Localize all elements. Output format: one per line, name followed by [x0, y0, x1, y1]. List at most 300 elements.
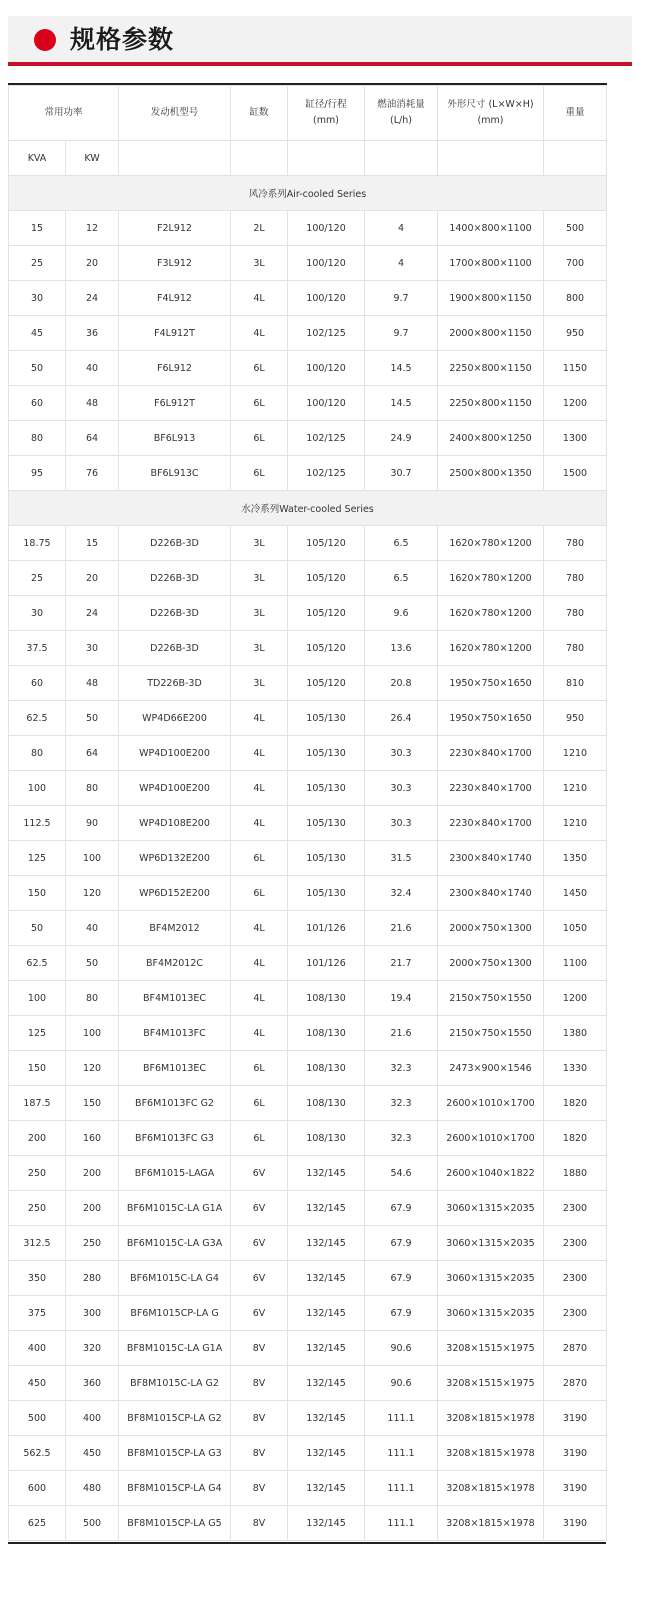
cell-bore-stroke: 100/120 — [288, 246, 365, 281]
table-row — [9, 1331, 607, 1366]
header-weight: 重量 — [544, 86, 607, 141]
cell-weight: 780 — [544, 596, 607, 631]
table-row — [9, 421, 607, 456]
cell-weight: 780 — [544, 631, 607, 666]
cell-weight: 2300 — [544, 1296, 607, 1331]
table-row — [9, 1366, 607, 1401]
cell-weight: 1500 — [544, 456, 607, 491]
cell-dimensions: 1900×800×1150 — [438, 281, 544, 316]
cell-kw: 450 — [66, 1436, 119, 1471]
cell-engine: F4L912 — [119, 281, 231, 316]
cell-fuel: 9.7 — [365, 316, 438, 351]
header-bore-stroke: 缸径/行程 (mm) — [288, 86, 365, 141]
cell-fuel: 30.3 — [365, 736, 438, 771]
cell-engine: WP4D100E200 — [119, 771, 231, 806]
cell-cylinders: 6L — [231, 421, 288, 456]
cell-fuel: 111.1 — [365, 1471, 438, 1506]
cell-kw: 160 — [66, 1121, 119, 1156]
cell-bore-stroke: 108/130 — [288, 981, 365, 1016]
table-row — [9, 386, 607, 421]
cell-cylinders: 4L — [231, 911, 288, 946]
cell-dimensions: 2600×1010×1700 — [438, 1086, 544, 1121]
cell-dimensions: 2230×840×1700 — [438, 771, 544, 806]
cell-kw: 80 — [66, 771, 119, 806]
cell-bore-stroke: 132/145 — [288, 1261, 365, 1296]
cell-weight: 3190 — [544, 1436, 607, 1471]
cell-kw: 200 — [66, 1191, 119, 1226]
section-label: 水冷系列Water-cooled Series — [9, 491, 607, 526]
header-row — [9, 86, 607, 141]
cell-cylinders: 6L — [231, 841, 288, 876]
cell-bore-stroke: 105/130 — [288, 771, 365, 806]
cell-weight: 2870 — [544, 1331, 607, 1366]
cell-dimensions: 3060×1315×2035 — [438, 1191, 544, 1226]
cell-kw: 48 — [66, 666, 119, 701]
table-row — [9, 1156, 607, 1191]
cell-kw: 30 — [66, 631, 119, 666]
table-row — [9, 1226, 607, 1261]
cell-kva: 80 — [9, 736, 66, 771]
cell-cylinders: 6L — [231, 456, 288, 491]
cell-kva: 112.5 — [9, 806, 66, 841]
cell-kw: 20 — [66, 246, 119, 281]
table-row — [9, 316, 607, 351]
cell-dimensions: 3208×1815×1978 — [438, 1506, 544, 1541]
cell-dimensions: 1620×780×1200 — [438, 596, 544, 631]
cell-kw: 64 — [66, 736, 119, 771]
cell-cylinders: 8V — [231, 1436, 288, 1471]
table-row — [9, 666, 607, 701]
cell-bore-stroke: 102/125 — [288, 316, 365, 351]
cell-weight: 1210 — [544, 736, 607, 771]
cell-engine: F6L912T — [119, 386, 231, 421]
cell-dimensions: 1620×780×1200 — [438, 631, 544, 666]
cell-dimensions: 2230×840×1700 — [438, 806, 544, 841]
table-row — [9, 281, 607, 316]
cell-kva: 25 — [9, 246, 66, 281]
cell-fuel: 21.6 — [365, 1016, 438, 1051]
cell-engine: D226B-3D — [119, 631, 231, 666]
cell-dimensions: 2000×750×1300 — [438, 911, 544, 946]
cell-weight: 1350 — [544, 841, 607, 876]
cell-weight: 1380 — [544, 1016, 607, 1051]
cell-kw: 360 — [66, 1366, 119, 1401]
cell-fuel: 24.9 — [365, 421, 438, 456]
cell-weight: 500 — [544, 211, 607, 246]
cell-engine: BF8M1015C-LA G1A — [119, 1331, 231, 1366]
cell-fuel: 19.4 — [365, 981, 438, 1016]
cell-fuel: 67.9 — [365, 1261, 438, 1296]
cell-fuel: 4 — [365, 211, 438, 246]
cell-kva: 625 — [9, 1506, 66, 1541]
section-label: 风冷系列Air-cooled Series — [9, 176, 607, 211]
header-dimensions: 外形尺寸 (L×W×H) (mm) — [438, 86, 544, 141]
cell-cylinders: 3L — [231, 596, 288, 631]
cell-dimensions: 2600×1040×1822 — [438, 1156, 544, 1191]
cell-engine: BF6M1015C-LA G4 — [119, 1261, 231, 1296]
cell-engine: BF6M1015C-LA G1A — [119, 1191, 231, 1226]
cell-fuel: 32.3 — [365, 1121, 438, 1156]
header-engine: 发动机型号 — [119, 86, 231, 141]
cell-weight: 2300 — [544, 1191, 607, 1226]
cell-engine: BF4M2012C — [119, 946, 231, 981]
table-row — [9, 1506, 607, 1541]
cell-fuel: 111.1 — [365, 1436, 438, 1471]
cell-weight: 2870 — [544, 1366, 607, 1401]
cell-bore-stroke: 132/145 — [288, 1506, 365, 1541]
cell-kw: 400 — [66, 1401, 119, 1436]
cell-kw: 24 — [66, 281, 119, 316]
cell-engine: BF6M1015-LAGA — [119, 1156, 231, 1191]
cell-weight: 1880 — [544, 1156, 607, 1191]
cell-kw: 120 — [66, 1051, 119, 1086]
cell-bore-stroke: 132/145 — [288, 1226, 365, 1261]
table-row — [9, 806, 607, 841]
cell-kw: 250 — [66, 1226, 119, 1261]
cell-engine: BF6L913C — [119, 456, 231, 491]
cell-fuel: 32.3 — [365, 1051, 438, 1086]
cell-kva: 100 — [9, 771, 66, 806]
cell-cylinders: 3L — [231, 666, 288, 701]
cell-cylinders: 3L — [231, 631, 288, 666]
cell-fuel: 111.1 — [365, 1506, 438, 1541]
cell-bore-stroke: 132/145 — [288, 1366, 365, 1401]
cell-cylinders: 6L — [231, 351, 288, 386]
cell-cylinders: 6V — [231, 1226, 288, 1261]
cell-kw: 20 — [66, 561, 119, 596]
cell-cylinders: 2L — [231, 211, 288, 246]
cell-engine: BF6M1015C-LA G3A — [119, 1226, 231, 1261]
cell-bore-stroke: 105/130 — [288, 841, 365, 876]
cell-engine: BF8M1015CP-LA G4 — [119, 1471, 231, 1506]
cell-dimensions: 2150×750×1550 — [438, 981, 544, 1016]
cell-engine: F2L912 — [119, 211, 231, 246]
cell-bore-stroke: 105/120 — [288, 526, 365, 561]
cell-engine: WP4D100E200 — [119, 736, 231, 771]
header-kw: KW — [66, 141, 119, 176]
page-title: 规格参数 — [70, 25, 175, 54]
cell-kw: 64 — [66, 421, 119, 456]
cell-kw: 100 — [66, 1016, 119, 1051]
cell-dimensions: 2250×800×1150 — [438, 351, 544, 386]
cell-fuel: 67.9 — [365, 1296, 438, 1331]
cell-cylinders: 4L — [231, 806, 288, 841]
cell-kva: 150 — [9, 876, 66, 911]
cell-engine: F4L912T — [119, 316, 231, 351]
cell-kw: 24 — [66, 596, 119, 631]
cell-bore-stroke: 132/145 — [288, 1436, 365, 1471]
cell-bore-stroke: 108/130 — [288, 1086, 365, 1121]
cell-bore-stroke: 100/120 — [288, 386, 365, 421]
table-row — [9, 771, 607, 806]
cell-cylinders: 4L — [231, 981, 288, 1016]
cell-fuel: 30.3 — [365, 771, 438, 806]
cell-weight: 3190 — [544, 1401, 607, 1436]
cell-weight: 950 — [544, 316, 607, 351]
cell-kw: 300 — [66, 1296, 119, 1331]
cell-weight: 1450 — [544, 876, 607, 911]
cell-engine: BF4M1013EC — [119, 981, 231, 1016]
table-row — [9, 1016, 607, 1051]
cell-dimensions: 2300×840×1740 — [438, 876, 544, 911]
cell-bore-stroke: 101/126 — [288, 946, 365, 981]
cell-bore-stroke: 132/145 — [288, 1156, 365, 1191]
cell-kw: 500 — [66, 1506, 119, 1541]
cell-kva: 95 — [9, 456, 66, 491]
cell-kw: 12 — [66, 211, 119, 246]
cell-cylinders: 8V — [231, 1366, 288, 1401]
cell-engine: WP4D66E200 — [119, 701, 231, 736]
cell-bore-stroke: 105/120 — [288, 666, 365, 701]
section-row — [9, 491, 607, 526]
cell-engine: BF4M1013FC — [119, 1016, 231, 1051]
table-row — [9, 211, 607, 246]
cell-kva: 60 — [9, 386, 66, 421]
table-bottom-border — [8, 1542, 606, 1544]
table-row — [9, 456, 607, 491]
cell-cylinders: 4L — [231, 771, 288, 806]
cell-kva: 400 — [9, 1331, 66, 1366]
cell-kva: 62.5 — [9, 946, 66, 981]
cell-kw: 150 — [66, 1086, 119, 1121]
cell-bore-stroke: 105/120 — [288, 596, 365, 631]
cell-weight: 1300 — [544, 421, 607, 456]
cell-kva: 25 — [9, 561, 66, 596]
cell-cylinders: 4L — [231, 736, 288, 771]
cell-engine: BF6M1013FC G3 — [119, 1121, 231, 1156]
cell-cylinders: 3L — [231, 246, 288, 281]
cell-dimensions: 2250×800×1150 — [438, 386, 544, 421]
cell-cylinders: 3L — [231, 561, 288, 596]
table-row — [9, 1261, 607, 1296]
cell-cylinders: 4L — [231, 281, 288, 316]
cell-fuel: 4 — [365, 246, 438, 281]
cell-dimensions: 2473×900×1546 — [438, 1051, 544, 1086]
cell-kva: 30 — [9, 596, 66, 631]
cell-kva: 50 — [9, 911, 66, 946]
table-row — [9, 631, 607, 666]
cell-kw: 76 — [66, 456, 119, 491]
cell-bore-stroke: 105/130 — [288, 736, 365, 771]
cell-cylinders: 4L — [231, 1016, 288, 1051]
cell-dimensions: 1700×800×1100 — [438, 246, 544, 281]
section-row — [9, 176, 607, 211]
cell-dimensions: 3060×1315×2035 — [438, 1226, 544, 1261]
cell-kva: 18.75 — [9, 526, 66, 561]
table-row — [9, 596, 607, 631]
cell-weight: 3190 — [544, 1471, 607, 1506]
cell-weight: 1200 — [544, 386, 607, 421]
cell-kva: 312.5 — [9, 1226, 66, 1261]
cell-dimensions: 2600×1010×1700 — [438, 1121, 544, 1156]
cell-cylinders: 4L — [231, 316, 288, 351]
cell-cylinders: 8V — [231, 1471, 288, 1506]
cell-fuel: 9.7 — [365, 281, 438, 316]
cell-dimensions: 1620×780×1200 — [438, 526, 544, 561]
cell-fuel: 32.4 — [365, 876, 438, 911]
header-power: 常用功率 — [9, 86, 119, 141]
cell-dimensions: 3060×1315×2035 — [438, 1296, 544, 1331]
table-row — [9, 1191, 607, 1226]
cell-cylinders: 3L — [231, 526, 288, 561]
cell-weight: 1050 — [544, 911, 607, 946]
cell-kw: 90 — [66, 806, 119, 841]
cell-weight: 780 — [544, 561, 607, 596]
cell-bore-stroke: 105/130 — [288, 876, 365, 911]
table-row — [9, 526, 607, 561]
cell-kva: 200 — [9, 1121, 66, 1156]
cell-bore-stroke: 100/120 — [288, 351, 365, 386]
cell-bore-stroke: 108/130 — [288, 1016, 365, 1051]
table-row — [9, 946, 607, 981]
cell-kw: 15 — [66, 526, 119, 561]
cell-weight: 1820 — [544, 1086, 607, 1121]
cell-cylinders: 4L — [231, 946, 288, 981]
cell-fuel: 30.3 — [365, 806, 438, 841]
cell-kva: 187.5 — [9, 1086, 66, 1121]
cell-cylinders: 8V — [231, 1331, 288, 1366]
table-row — [9, 701, 607, 736]
cell-kva: 125 — [9, 841, 66, 876]
cell-dimensions: 3208×1515×1975 — [438, 1331, 544, 1366]
cell-engine: F6L912 — [119, 351, 231, 386]
cell-dimensions: 1400×800×1100 — [438, 211, 544, 246]
cell-fuel: 31.5 — [365, 841, 438, 876]
cell-kva: 250 — [9, 1156, 66, 1191]
cell-cylinders: 6V — [231, 1191, 288, 1226]
cell-bore-stroke: 105/130 — [288, 701, 365, 736]
cell-kw: 120 — [66, 876, 119, 911]
cell-weight: 3190 — [544, 1506, 607, 1541]
table-row — [9, 1401, 607, 1436]
cell-bore-stroke: 132/145 — [288, 1296, 365, 1331]
cell-engine: BF6L913 — [119, 421, 231, 456]
cell-weight: 950 — [544, 701, 607, 736]
cell-kw: 320 — [66, 1331, 119, 1366]
table-row — [9, 1051, 607, 1086]
cell-fuel: 14.5 — [365, 386, 438, 421]
cell-kw: 40 — [66, 911, 119, 946]
cell-cylinders: 6L — [231, 386, 288, 421]
header-kva: KVA — [9, 141, 66, 176]
cell-engine: WP6D132E200 — [119, 841, 231, 876]
table-row — [9, 911, 607, 946]
cell-cylinders: 6V — [231, 1261, 288, 1296]
cell-weight: 1330 — [544, 1051, 607, 1086]
table-row — [9, 876, 607, 911]
cell-weight: 1210 — [544, 806, 607, 841]
cell-bore-stroke: 105/120 — [288, 631, 365, 666]
cell-kva: 50 — [9, 351, 66, 386]
cell-fuel: 90.6 — [365, 1366, 438, 1401]
cell-engine: BF6M1013FC G2 — [119, 1086, 231, 1121]
cell-kva: 500 — [9, 1401, 66, 1436]
cell-cylinders: 6L — [231, 1086, 288, 1121]
cell-engine: BF8M1015CP-LA G3 — [119, 1436, 231, 1471]
cell-kva: 375 — [9, 1296, 66, 1331]
cell-dimensions: 2150×750×1550 — [438, 1016, 544, 1051]
cell-weight: 1210 — [544, 771, 607, 806]
cell-bore-stroke: 102/125 — [288, 456, 365, 491]
spec-table-container — [8, 83, 607, 1541]
cell-weight: 1200 — [544, 981, 607, 1016]
cell-dimensions: 2300×840×1740 — [438, 841, 544, 876]
cell-kva: 45 — [9, 316, 66, 351]
cell-fuel: 90.6 — [365, 1331, 438, 1366]
cell-kva: 250 — [9, 1191, 66, 1226]
cell-fuel: 21.7 — [365, 946, 438, 981]
cell-kw: 480 — [66, 1471, 119, 1506]
cell-kva: 30 — [9, 281, 66, 316]
cell-fuel: 67.9 — [365, 1191, 438, 1226]
cell-cylinders: 8V — [231, 1401, 288, 1436]
cell-bore-stroke: 101/126 — [288, 911, 365, 946]
cell-engine: WP6D152E200 — [119, 876, 231, 911]
cell-cylinders: 6L — [231, 1121, 288, 1156]
cell-kva: 62.5 — [9, 701, 66, 736]
cell-engine: D226B-3D — [119, 561, 231, 596]
cell-kw: 36 — [66, 316, 119, 351]
cell-engine: TD226B-3D — [119, 666, 231, 701]
table-row — [9, 1121, 607, 1156]
table-row — [9, 1471, 607, 1506]
cell-engine: BF8M1015CP-LA G2 — [119, 1401, 231, 1436]
cell-fuel: 6.5 — [365, 526, 438, 561]
cell-kva: 15 — [9, 211, 66, 246]
cell-fuel: 6.5 — [365, 561, 438, 596]
cell-cylinders: 6L — [231, 1051, 288, 1086]
cell-kw: 50 — [66, 701, 119, 736]
cell-dimensions: 3208×1815×1978 — [438, 1401, 544, 1436]
cell-weight: 1820 — [544, 1121, 607, 1156]
cell-dimensions: 3060×1315×2035 — [438, 1261, 544, 1296]
cell-dimensions: 3208×1815×1978 — [438, 1436, 544, 1471]
table-row — [9, 561, 607, 596]
cell-bore-stroke: 100/120 — [288, 281, 365, 316]
cell-dimensions: 2000×800×1150 — [438, 316, 544, 351]
table-row — [9, 841, 607, 876]
cell-kva: 100 — [9, 981, 66, 1016]
cell-dimensions: 3208×1815×1978 — [438, 1471, 544, 1506]
cell-dimensions: 2500×800×1350 — [438, 456, 544, 491]
cell-bore-stroke: 102/125 — [288, 421, 365, 456]
cell-bore-stroke: 100/120 — [288, 211, 365, 246]
cell-kva: 125 — [9, 1016, 66, 1051]
cell-kw: 280 — [66, 1261, 119, 1296]
cell-fuel: 21.6 — [365, 911, 438, 946]
cell-dimensions: 1950×750×1650 — [438, 666, 544, 701]
cell-engine: BF8M1015C-LA G2 — [119, 1366, 231, 1401]
header-cylinders: 缸数 — [231, 86, 288, 141]
table-row — [9, 1436, 607, 1471]
cell-dimensions: 2000×750×1300 — [438, 946, 544, 981]
cell-kw: 200 — [66, 1156, 119, 1191]
cell-bore-stroke: 132/145 — [288, 1401, 365, 1436]
cell-weight: 700 — [544, 246, 607, 281]
table-row — [9, 246, 607, 281]
cell-kva: 60 — [9, 666, 66, 701]
cell-bore-stroke: 105/130 — [288, 806, 365, 841]
cell-kva: 600 — [9, 1471, 66, 1506]
red-dot-icon — [34, 29, 56, 51]
table-row — [9, 351, 607, 386]
header-fuel: 燃油消耗量 (L/h) — [365, 86, 438, 141]
cell-kva: 350 — [9, 1261, 66, 1296]
cell-weight: 780 — [544, 526, 607, 561]
cell-kva: 80 — [9, 421, 66, 456]
cell-kva: 37.5 — [9, 631, 66, 666]
cell-bore-stroke: 132/145 — [288, 1471, 365, 1506]
